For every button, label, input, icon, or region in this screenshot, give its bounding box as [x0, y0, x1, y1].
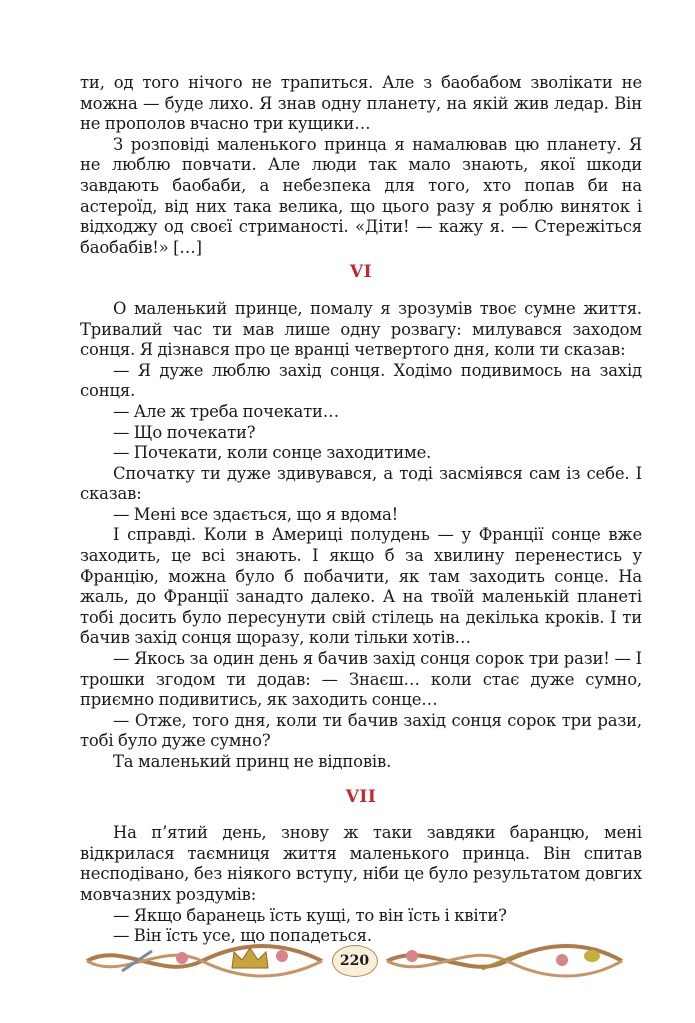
dialogue-line: — Отже, того дня, коли ти бачив захід сонця сорок три рази, тобі було дуже сумно? [80, 710, 642, 751]
dialogue-line: — Почекати, коли сонце заходитиме. [113, 443, 432, 463]
paragraph: Спочатку ти дуже здивувався, а тоді засміявся сам із себе. І сказав: [80, 463, 642, 504]
paragraph: Та маленький принц не відповів. [113, 752, 392, 771]
dialogue-line: — Що почекати? [113, 422, 256, 442]
chapter-heading-vi: VI [349, 262, 373, 283]
dialogue-line: — Але ж треба почекати… [113, 401, 340, 421]
page-footer-ornament [82, 936, 627, 986]
page-body-text [80, 73, 642, 947]
dialogue-line: — Мені все здається, що я вдома! [113, 504, 399, 524]
paragraph: О маленький принце, помалу я зрозумів твоє сумне життя. Тривалий час ти мав лише одну розвагу: милувався заходом сонця. Я дізнався про це вранці четвертого дня, коли ти сказав: [80, 298, 642, 360]
paragraph: І справді. Коли в Америці полудень — у Франції сонце вже заходить, це всі знають. І якщо б за хвилину перенестись у Францію, можна було б побачити, як там заходить сонце. На жаль, до Франції занадто далеко. А на твоїй маленькій планеті тобі досить було пересунути свій стілець на декілька кроків. І ти бачив захід сонця щоразу, коли тільки хотів… [80, 525, 642, 648]
paragraph: ти, од того нічого не трапиться. Але з баобабом зволікати не можна — буде лихо. Я знав одну планету, на якій жив ледар. Він не прополов вчасно три кущики… [80, 73, 642, 134]
chapter-heading-vii: VII [345, 786, 377, 807]
paragraph: З розповіді маленького принца я намалював цю планету. Я не люблю повчати. Але люди так мало знають, якої шкоди завдають баобаби, а небезпека для того, хто попав би на астероїд, від них така велика, що цього разу я роблю виняток і відходжу од своєї стриманості. «Діти! — кажу я. — Стережіться баобабів!» […] [80, 134, 642, 257]
dialogue-line: — Він їсть усе, що попадеться. [113, 926, 372, 946]
dialogue-line: — Якось за один день я бачив захід сонця сорок три рази! — І трошки згодом ти додав: — Знаєш… коли стає дуже сумно, приємно подивитись, як заходить сонце… [80, 649, 642, 710]
dialogue-line: — Якщо баранець їсть кущі, то він їсть і квіти? [113, 905, 507, 925]
crown-icon [232, 948, 268, 968]
page-number: 220 [332, 945, 378, 977]
paragraph: На п’ятий день, знову ж таки завдяки баранцю, мені відкрилася таємниця життя маленького принца. Він спитав несподівано, без ніякого вступу, ніби це було результатом довгих мовчазних роздумів: [80, 823, 642, 904]
beetle-icon [584, 950, 600, 962]
dialogue-line: — Я дуже люблю захід сонця. Ходімо подивимось на захід сонця. [80, 360, 642, 401]
